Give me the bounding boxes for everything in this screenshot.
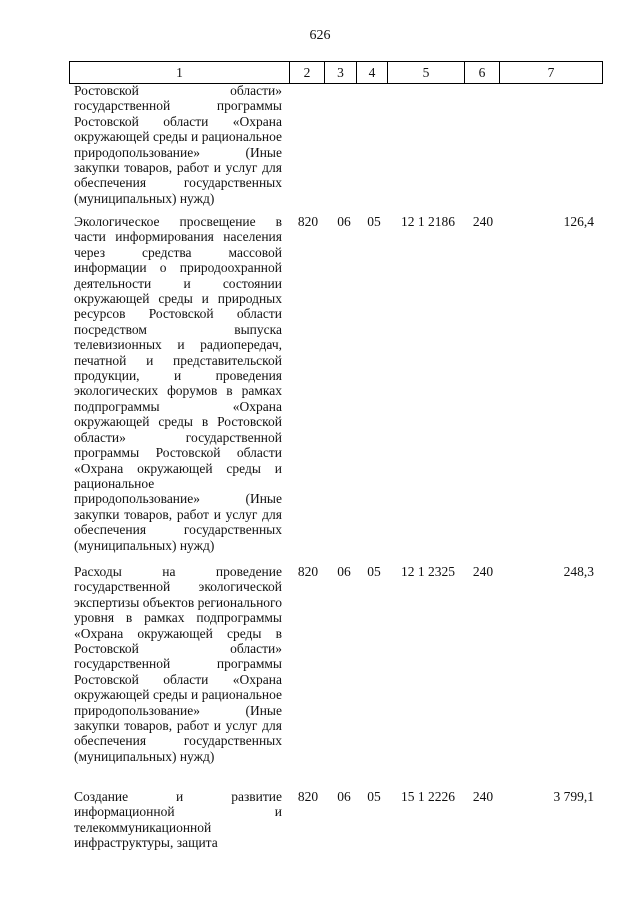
row-expense-type: 240 (472, 789, 494, 804)
row-subsection-code: 05 (367, 564, 381, 579)
row-ministry-code: 820 (297, 789, 319, 804)
header-col-6: 6 (465, 62, 500, 84)
row-description: Ростовской области» государственной программы Ростовской области «Охрана окружающей среды и рациональное природопользование» (Иные закупки товаров, работ и услуг для обеспечения государственных (муниципальных) нужд) (74, 83, 282, 206)
row-target-code: 15 1 2226 (401, 789, 455, 804)
row-ministry-code: 820 (297, 214, 319, 229)
row-subsection-code: 05 (367, 214, 381, 229)
row-expense-type: 240 (472, 214, 494, 229)
row-section-code: 06 (337, 564, 351, 579)
header-col-5: 5 (388, 62, 465, 84)
row-target-code: 12 1 2325 (401, 564, 455, 579)
table-header (69, 61, 603, 84)
header-col-2: 2 (290, 62, 325, 84)
row-ministry-code: 820 (297, 564, 319, 579)
row-target-code: 12 1 2186 (401, 214, 455, 229)
header-col-3: 3 (325, 62, 357, 84)
row-expense-type: 240 (472, 564, 494, 579)
row-amount: 248,3 (563, 564, 594, 579)
row-section-code: 06 (337, 789, 351, 804)
header-col-7: 7 (500, 62, 603, 84)
header-col-1: 1 (70, 62, 290, 84)
row-description: Создание и развитие информационной и телекоммуникационной инфраструктуры, защита (74, 789, 282, 851)
row-description: Экологическое просвещение в части информирования населения через средства массовой информации о природоохранной деятельности и состоянии окружающей среды и природных ресурсов Ростовской области посредством выпуска телевизионных и радиопередач, печатной и представительской продукции, и проведения экологических форумов в рамках подпрограммы «Охрана окружающей среды в Ростовской области» государственной программы Ростовской области «Охрана окружающей среды и рациональное природопользование» (Иные закупки товаров, работ и услуг для обеспечения государственных (муниципальных) нужд) (74, 214, 282, 553)
row-amount: 126,4 (563, 214, 594, 229)
row-section-code: 06 (337, 214, 351, 229)
row-description: Расходы на проведение государственной экологической экспертизы объектов регионального уровня в рамках подпрограммы «Охрана окружающей среды в Ростовской области» государственной программы Ростовской области «Охрана окружающей среды и рациональное природопользование» (Иные закупки товаров, работ и услуг для обеспечения государственных (муниципальных) нужд) (74, 564, 282, 764)
row-amount: 3 799,1 (553, 789, 594, 804)
row-subsection-code: 05 (367, 789, 381, 804)
page-number: 626 (309, 28, 331, 43)
header-col-4: 4 (357, 62, 388, 84)
